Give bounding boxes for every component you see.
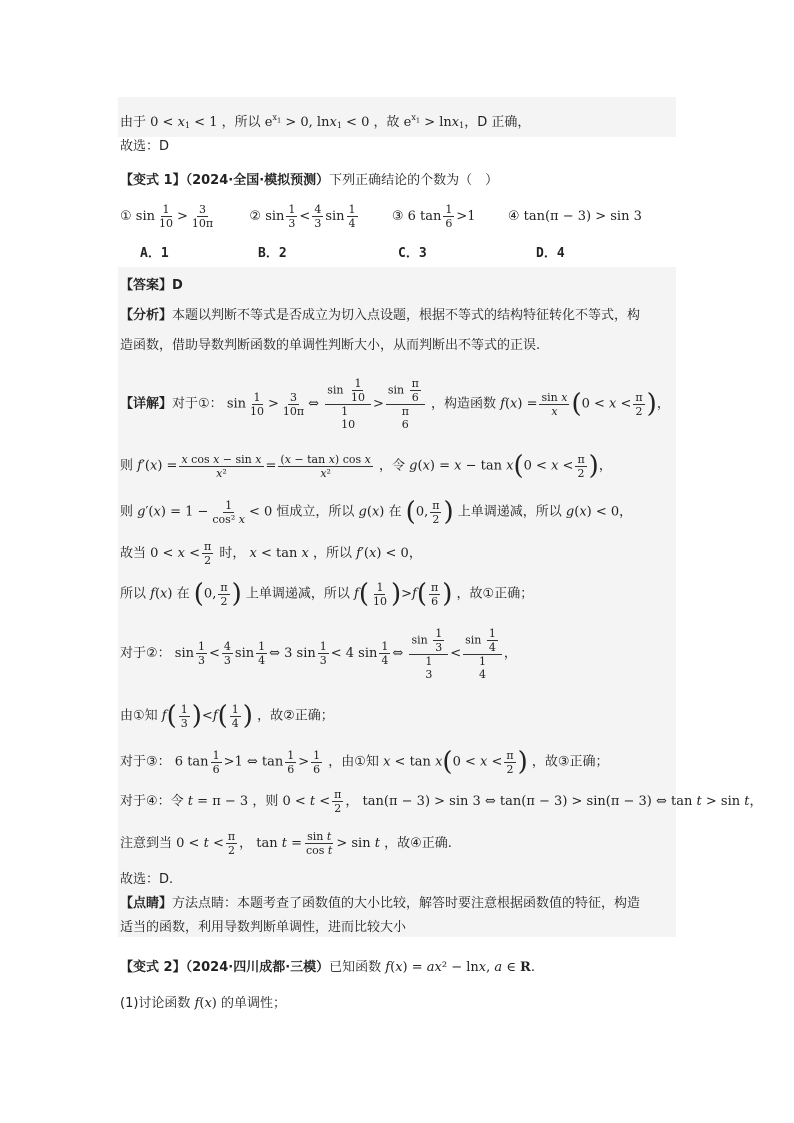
conclusion-line: 故选：D. (120, 872, 174, 887)
choice-d[interactable]: D．4 (536, 246, 565, 261)
detail-line: 则 f′(x) = $\frac{\text{x cos x − sin x}}{\text{x²}}$ = $\frac{\text{(x − tan x) cos x}}{\text{x²}}$ ，令 g(x) = x − tan x(0 < x < $\frac{\pi}{2}$ )， (120, 451, 612, 481)
detail-line: 所以 f(x) 在 (0, $\frac{\pi}{2}$ ) 上单调递减，所以 f( $\frac{1}{10}$ )>f( $\frac{\pi}{6}$ ) ，故①正确； (120, 579, 534, 609)
choice-a[interactable]: A．1 (140, 246, 169, 261)
detail-line: 【详解】对于①： sin $\frac{1}{10}$ > $\frac{3}{10\pi}$ ⇔ sin $\frac{1}{10}$ 1 10 > sin $\frac{\pi}{6}$ π 6 ，构造函数 f(x) = $\frac{\text{sin x}}{x}$ (0 < x < $\frac{\pi}{2}$ )， (120, 377, 670, 431)
statements-row: ① sin $\frac{1}{10}$ > $\frac{3}{10\pi}$ ② sin $\frac{1}{3}$ < $\frac{4}{3}$ sin $\frac{1}{4}$ ③ 6 tan $\frac{1}{6}$ >1 ④ tan(π − 3) > sin 3 (120, 203, 642, 230)
comment-line: 适当的函数，利用导数判断单调性，进而比较大小 (120, 920, 407, 935)
answer-label: 【答案】D (120, 278, 183, 293)
detail-line: 则 g′(x) = 1 − $\frac{1}{\text{cos² x}}$ < 0 恒成立，所以 g(x) 在 (0, $\frac{\pi}{2}$ ) 上单调递减，所以 g(x) < 0， (120, 497, 633, 527)
analysis-line: 【分析】本题以判断不等式是否成立为切入点设题，根据不等式的结构特征转化不等式，构 (120, 308, 641, 323)
detail-line: 由①知 f( $\frac{1}{3}$ )<f( $\frac{1}{4}$ ) ，故②正确； (120, 701, 334, 731)
detail-line: 注意到当 0 < t < $\frac{\pi}{2}$ ， tan t = $\frac{\text{sin t}}{\text{cos t}}$ > sin t ，故④正确. (120, 830, 452, 857)
choice-c[interactable]: C．3 (398, 246, 427, 261)
solution-line: 由于 $0 < x_1 < 1$ ，所以 $e^{x_1} > 0$, lnx$_1$ < 0 ，故 $e^{x_1} > \ln x_1$，D 正确， (120, 113, 531, 130)
comment-line: 【点睛】方法点睛：本题考查了函数值的大小比较，解答时要注意根据函数值的特征，构造 (120, 896, 641, 911)
answer-line: 故选：D (120, 139, 170, 154)
variant-1-title: 【变式 1】（2024·全国·模拟预测）下列正确结论的个数为（ ） (120, 173, 499, 188)
detail-line: 故当 0 < x < $\frac{\pi}{2}$ 时， x < tan x ，所以 f′(x) < 0， (120, 540, 422, 567)
variant-2-title: 【变式 2】（2024·四川成都·三模）已知函数 f(x) = ax² − lnx, a ∈ R. (120, 960, 535, 975)
question-1: (1)讨论函数 f(x) 的单调性； (120, 996, 287, 1011)
detail-line: 对于④：令 t = π − 3 ，则 0 < t < $\frac{\pi}{2}$ ， tan(π − 3) > sin 3 ⇔ tan(π − 3) > sin(π − 3) ⇔ tan t > sin t， (120, 788, 763, 815)
choice-b[interactable]: B．2 (258, 246, 287, 261)
detail-line: 对于②： sin $\frac{1}{3}$ < $\frac{4}{3}$ sin $\frac{1}{4}$ ⇔ 3 sin $\frac{1}{3}$ < 4 sin $\frac{1}{4}$ ⇔ sin $\frac{1}{3}$ 1 3 < sin $\frac{1}{4}$ 1 4 ， (120, 626, 517, 681)
detail-line: 对于③： 6 tan $\frac{1}{6}$ >1 ⇔ tan $\frac{1}{6}$ > $\frac{1}{6}$ ，由①知 x < tan x(0 < x < $\frac{\pi}{2}$ ) ，故③正确； (120, 747, 609, 777)
analysis-line: 造函数，借助导数判断函数的单调性判断大小，从而判断出不等式的正误. (120, 338, 541, 353)
